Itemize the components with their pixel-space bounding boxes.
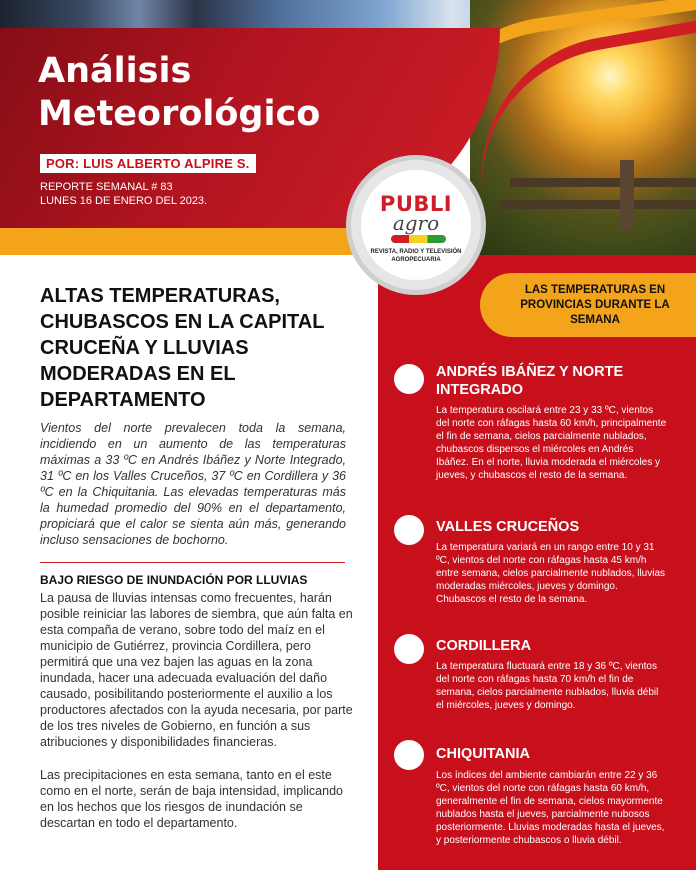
author-tag: POR: LUIS ALBERTO ALPIRE S. (40, 154, 256, 173)
region-bullet-icon (394, 364, 424, 394)
logo-inner-circle (361, 170, 471, 280)
region-text-cordillera: La temperatura fluctuará entre 18 y 36 ºC, vientos del norte con ráfagas hasta 70 km/h el fin de semana, cielos parcialmente nublados, lluvia débil el miércoles, jueves y domingo. (436, 661, 659, 711)
region-title-valles-crucenos: VALLES CRUCEÑOS (436, 519, 580, 535)
region-title-chiquitania: CHIQUITANIA (436, 746, 530, 762)
publiagro-logo (346, 155, 486, 295)
logo-brand-bottom: agro (392, 211, 440, 235)
region-bullet-icon (394, 515, 424, 545)
article-paragraph-2: Las precipitaciones en esta semana, tanto en el este como en el norte, serán de baja intensidad, implicando en los hechos que los riesgos de inundación se descartan en todo el departamento. (40, 768, 343, 830)
region-bullet-icon (394, 740, 424, 770)
article-headline: ALTAS TEMPERATURAS, CHUBASCOS EN LA CAPITAL CRUCEÑA Y LLUVIAS MODERADAS EN EL DEPARTAMENTO (40, 285, 325, 411)
page-title (38, 50, 320, 136)
title-line-1: Análisis (38, 51, 192, 91)
title-line-2: Meteorológico (38, 94, 321, 134)
logo-brand-top: PUBLI (379, 192, 453, 216)
sidebar-header (480, 273, 696, 337)
region-text-andres-ibanez: La temperatura oscilará entre 23 y 33 ºC, vientos del norte con ráfagas hasta 60 km/h, principalmente el fin de semana, cielos parcialmente nublados, chubascos dispersos el miércoles en Andrés Ibáñez. En el norte, lluvia moderada el miércoles y jueves, y chubascos el resto de la semana. (436, 405, 667, 481)
logo-tagline: REVISTA, RADIO Y TELEVISIÓN AGROPECUARIA (370, 249, 462, 263)
region-text-valles-crucenos: La temperatura variará en un rango entre 10 y 31 ºC, vientos del norte con ráfagas hasta 45 km/h entre semana, cielos parcialmente nublados, lluvias moderadas miércoles, jueves y domingo. Chubascos el resto de la semana. (436, 542, 666, 605)
yellow-divider-band (0, 228, 380, 255)
report-number: REPORTE SEMANAL # 83 (40, 181, 173, 193)
region-title-andres-ibanez: ANDRÉS IBÁÑEZ Y NORTE INTEGRADO (436, 364, 624, 398)
article-paragraph-1: La pausa de lluvias intensas como frecuentes, harán posible reiniciar las labores de siembra, que aún falta en esta compaña de verano, sobre todo del maíz en el municipio de Gutiérrez, provincia Cordillera, pero permitirá que una vez bajen las aguas en la zona inundada, hacer una adecuada evaluación del daño causado, posibilitando posteriormente el auxilio a los productores afectados con la ayuda necesaria, por parte de los tres niveles de Gobierno, en función a sus atribuciones y disponibilidades financieras. (40, 591, 353, 749)
section-subheading: BAJO RIESGO DE INUNDACIÓN POR LLUVIAS (40, 573, 308, 587)
region-text-chiquitania: Los índices del ambiente cambiarán entre 22 y 36 ºC, vientos del norte con ráfagas hasta 60 km/h, generalmente el fin de semana, cielos mayormente nublados hasta el jueves, parcialmente nubosos posteriormente. Lluvias moderadas hasta el jueves, y posteriormente chubascos o lluvia débil. (436, 770, 665, 846)
sidebar-header-text: LAS TEMPERATURAS EN PROVINCIAS DURANTE LA SEMANA (520, 284, 670, 326)
region-title-cordillera: CORDILLERA (436, 638, 532, 654)
region-bullet-icon (394, 634, 424, 664)
fence-rail (500, 200, 696, 209)
main-article (0, 255, 378, 870)
report-date: LUNES 16 DE ENERO DEL 2023. (40, 195, 208, 207)
flag-swoosh-icon (391, 235, 446, 243)
section-divider (40, 562, 345, 563)
article-lead: Vientos del norte prevalecen toda la semana, incidiendo en un aumento de las temperaturas máximas a 33 ºC en Andrés Ibáñez y Norte Integrado, 31 ºC en los Valles Cruceños, 37 ºC en Cordillera y 36 ºC en la Chiquitania. Las elevadas temperaturas más la humedad promedio del 90% en el departamento, propiciará que el calor se sienta aún más, generando incluso sensaciones de bochorno. (40, 421, 346, 547)
